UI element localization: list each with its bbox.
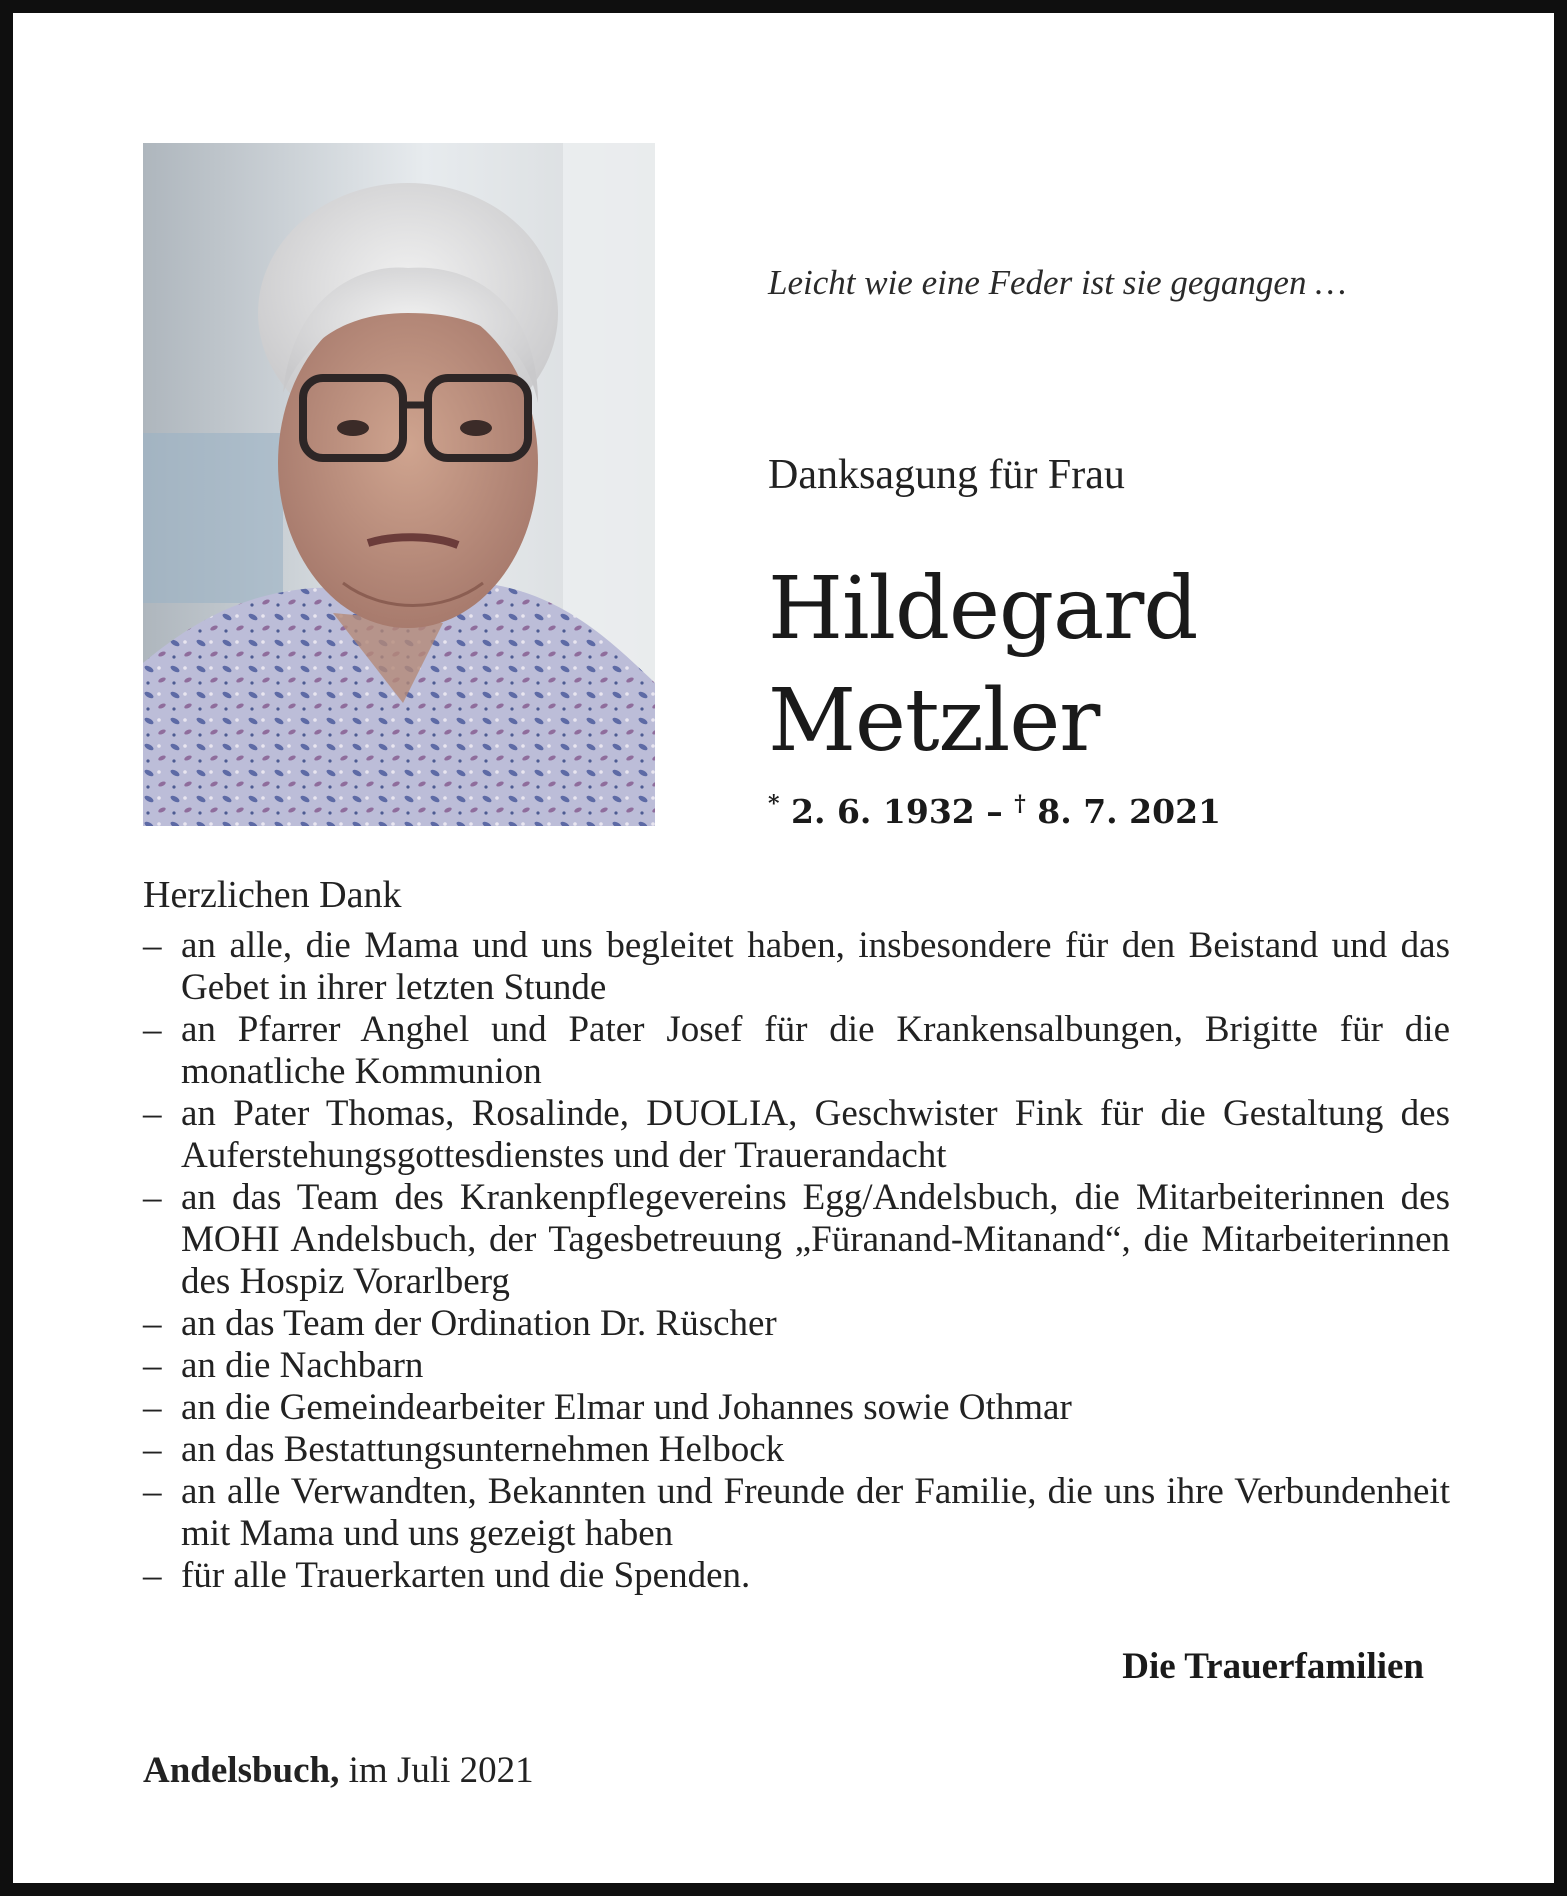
life-dates: [768, 791, 1221, 831]
dash-bullet: –: [143, 1303, 162, 1344]
list-item-text: an das Team des Krankenpflegevereins Egg/Andelsbuch, die Mitarbeiterinnen des MOHI Andelsbuch, der Tagesbetreuung „Füranand-Mitanand“, die Mitarbeiterinnen des Hospiz Vorarlberg: [181, 1177, 1450, 1302]
deceased-name: [768, 553, 1197, 777]
birth-symbol: *: [768, 791, 780, 817]
portrait-photo: [143, 143, 655, 826]
signature: Die Trauerfamilien: [1122, 1646, 1424, 1687]
dash-bullet: –: [143, 925, 162, 966]
dash-bullet: –: [143, 1387, 162, 1428]
date-dash: –: [986, 792, 1003, 831]
dash-bullet: –: [143, 1093, 162, 1134]
town-name: Andelsbuch,: [143, 1750, 340, 1791]
dash-bullet: –: [143, 1555, 162, 1596]
list-item: [143, 925, 1450, 1009]
list-item: [143, 1303, 1450, 1345]
portrait-photo-icon: [143, 143, 655, 826]
dash-bullet: –: [143, 1009, 162, 1050]
list-item: [143, 1387, 1450, 1429]
list-item-text: an alle, die Mama und uns begleitet haben, insbesondere für den Beistand und das Gebet in ihrer letzten Stunde: [181, 925, 1450, 1008]
list-item: [143, 1555, 1450, 1597]
list-item-text: an alle Verwandten, Bekannten und Freunde der Familie, die uns ihre Verbundenheit mit Mama und uns gezeigt haben: [181, 1471, 1450, 1554]
list-item-text: an Pfarrer Anghel und Pater Josef für die Krankensalbungen, Brigitte für die monatliche Kommunion: [181, 1009, 1450, 1092]
intro-text: Danksagung für Frau: [768, 452, 1125, 498]
death-symbol: †: [1014, 791, 1026, 817]
list-item: [143, 1345, 1450, 1387]
list-item-text: an die Nachbarn: [181, 1345, 424, 1386]
list-item-text: an die Gemeindearbeiter Elmar und Johannes sowie Othmar: [181, 1387, 1072, 1428]
list-item: [143, 1177, 1450, 1303]
list-item-text: an Pater Thomas, Rosalinde, DUOLIA, Geschwister Fink für die Gestaltung des Auferstehungsgottesdienstes und der Trauerandacht: [181, 1093, 1450, 1176]
list-item-text: an das Team der Ordination Dr. Rüscher: [181, 1303, 777, 1344]
list-item: [143, 1471, 1450, 1555]
death-date: 8. 7. 2021: [1037, 792, 1221, 831]
dash-bullet: –: [143, 1177, 162, 1218]
list-item: [143, 1429, 1450, 1471]
dash-bullet: –: [143, 1429, 162, 1470]
dash-bullet: –: [143, 1471, 162, 1512]
dash-bullet: –: [143, 1345, 162, 1386]
list-item-text: an das Bestattungsunternehmen Helbock: [181, 1429, 785, 1470]
thanks-heading: Herzlichen Dank: [143, 874, 402, 916]
list-item: [143, 1009, 1450, 1093]
first-name: Hildegard: [768, 559, 1198, 659]
date-text: im Juli 2021: [348, 1750, 534, 1791]
list-item-text: für alle Trauerkarten und die Spenden.: [181, 1555, 751, 1596]
birth-date: 2. 6. 1932: [791, 792, 975, 831]
thanks-list: [143, 925, 1450, 1597]
list-item: [143, 1093, 1450, 1177]
last-name: Metzler: [768, 671, 1100, 771]
motto-quote: Leicht wie eine Feder ist sie gegangen …: [768, 263, 1347, 302]
place-date: [143, 1749, 534, 1792]
